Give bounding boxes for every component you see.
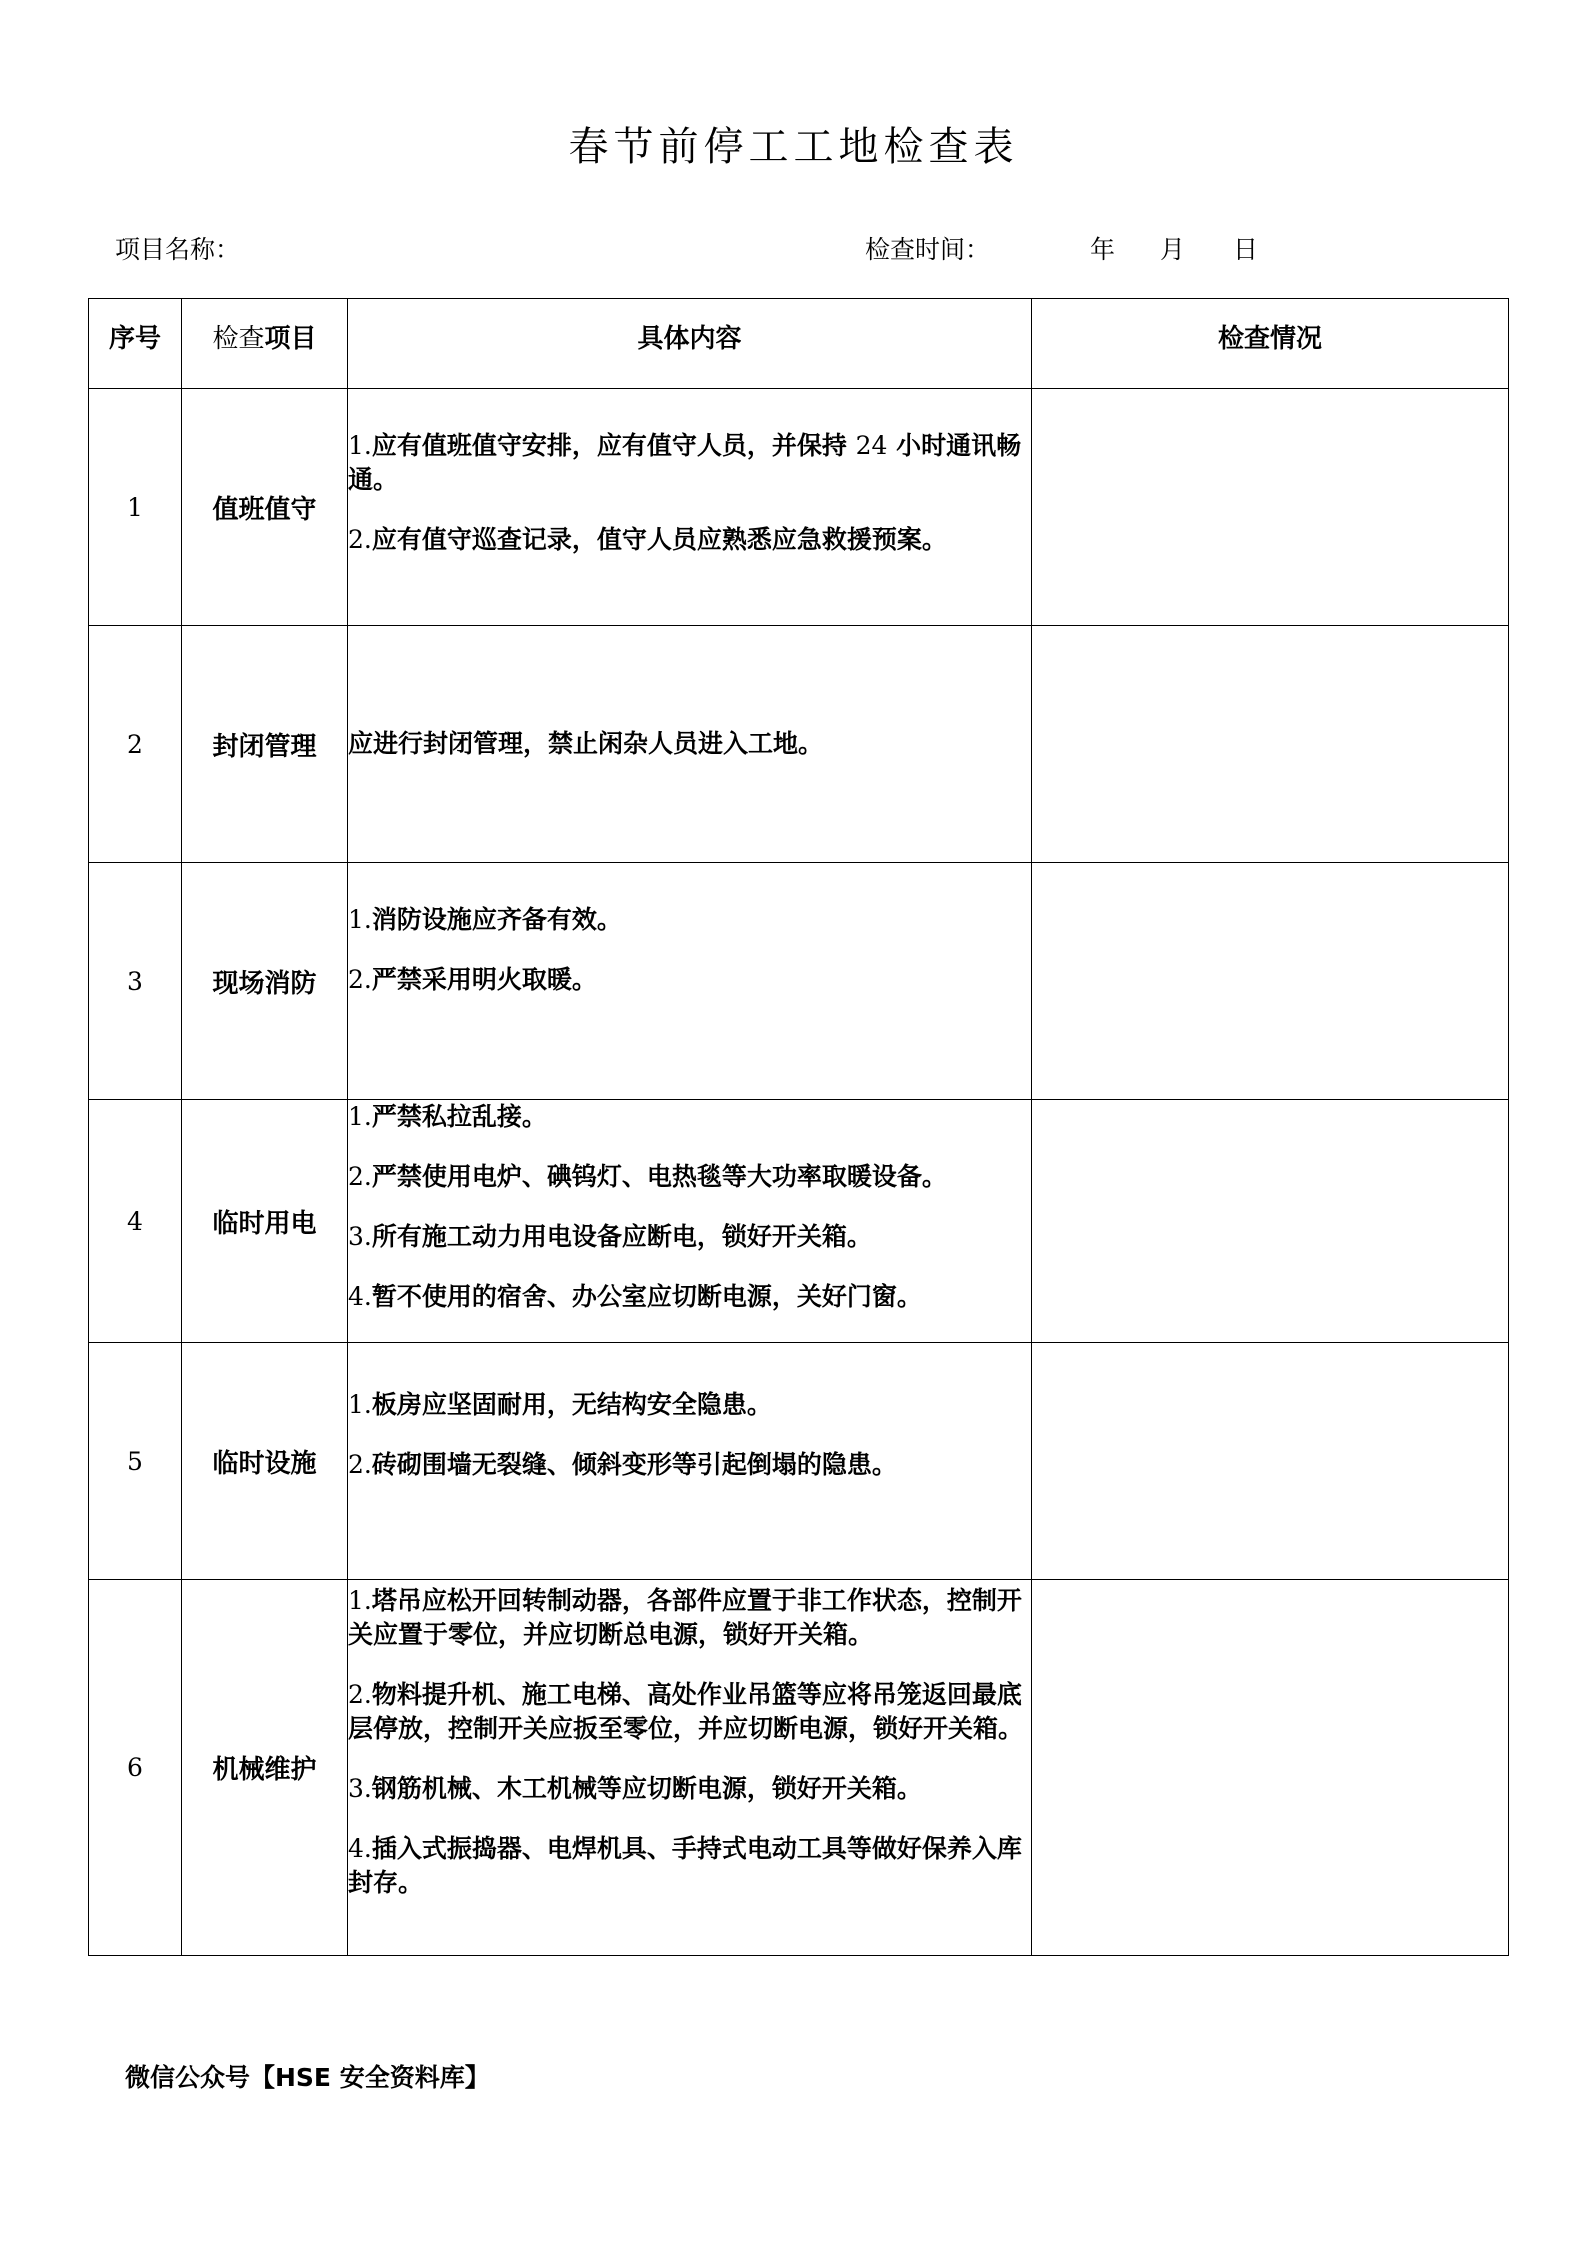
content-line: 1.严禁私拉乱接。 <box>348 1102 547 1131</box>
row-item: 机械维护 <box>182 1580 348 1956</box>
row-item: 现场消防 <box>182 863 348 1100</box>
header-status: 检查情况 <box>1032 299 1509 389</box>
content-line: 应进行封闭管理，禁止闲杂人员进入工地。 <box>348 729 824 758</box>
row-content <box>348 626 1032 863</box>
row-content <box>348 389 1032 626</box>
row-item: 封闭管理 <box>182 626 348 863</box>
row-number: 6 <box>89 1580 182 1956</box>
row-content <box>348 863 1032 1100</box>
table-header-row <box>89 299 1509 389</box>
content-line: 4.暂不使用的宿舍、办公室应切断电源，关好门窗。 <box>348 1282 922 1311</box>
date-year-label: 年 <box>1090 235 1116 264</box>
content-line: 2.严禁使用电炉、碘钨灯、电热毯等大功率取暖设备。 <box>348 1162 947 1191</box>
row-status-cell[interactable] <box>1032 1100 1509 1343</box>
header-content: 具体内容 <box>348 299 1032 389</box>
content-line: 2.砖砌围墙无裂缝、倾斜变形等引起倒塌的隐患。 <box>348 1450 897 1479</box>
header-item <box>182 299 348 389</box>
row-status-cell[interactable] <box>1032 389 1509 626</box>
row-item: 临时用电 <box>182 1100 348 1343</box>
row-number: 1 <box>89 389 182 626</box>
header-no: 序号 <box>89 299 182 389</box>
header-item-light: 检查 <box>212 324 265 354</box>
content-line: 4.插入式振捣器、电焊机具、手持式电动工具等做好保养入库封存。 <box>348 1834 1022 1897</box>
table-row <box>89 626 1509 863</box>
header-item-bold: 项目 <box>264 324 317 354</box>
row-number: 4 <box>89 1100 182 1343</box>
inspection-table <box>88 298 1509 1956</box>
content-line: 1.塔吊应松开回转制动器，各部件应置于非工作状态，控制开关应置于零位，并应切断总电源，锁好开关箱。 <box>348 1586 1022 1649</box>
footer-source: 微信公众号【HSE 安全资料库】 <box>125 2063 490 2092</box>
table-row <box>89 389 1509 626</box>
content-line: 2.物料提升机、施工电梯、高处作业吊篮等应将吊笼返回最底层停放，控制开关应扳至零位，并应切断电源，锁好开关箱。 <box>348 1680 1024 1743</box>
row-number: 5 <box>89 1343 182 1580</box>
page-title: 春节前停工工地检查表 <box>568 124 1019 170</box>
table-row <box>89 1343 1509 1580</box>
table-row <box>89 1580 1509 1956</box>
row-item: 临时设施 <box>182 1343 348 1580</box>
content-line: 1.应有值班值守安排，应有值守人员，并保持 24 小时通讯畅通。 <box>348 431 1022 494</box>
date-month-label: 月 <box>1160 235 1186 264</box>
content-line: 3.所有施工动力用电设备应断电，锁好开关箱。 <box>348 1222 872 1251</box>
content-line: 3.钢筋机械、木工机械等应切断电源，锁好开关箱。 <box>348 1774 922 1803</box>
row-content <box>348 1580 1032 1956</box>
content-line: 2.应有值守巡查记录，值守人员应熟悉应急救援预案。 <box>348 525 947 554</box>
content-line: 2.严禁采用明火取暖。 <box>348 965 597 994</box>
row-status-cell[interactable] <box>1032 1343 1509 1580</box>
row-content <box>348 1100 1032 1343</box>
content-line: 1.消防设施应齐备有效。 <box>348 905 622 934</box>
row-status-cell[interactable] <box>1032 1580 1509 1956</box>
row-status-cell[interactable] <box>1032 863 1509 1100</box>
row-content <box>348 1343 1032 1580</box>
row-number: 2 <box>89 626 182 863</box>
date-day-label: 日 <box>1233 235 1259 264</box>
row-status-cell[interactable] <box>1032 626 1509 863</box>
row-number: 3 <box>89 863 182 1100</box>
check-time-label: 检查时间： <box>865 235 991 264</box>
row-item: 值班值守 <box>182 389 348 626</box>
project-name-label: 项目名称： <box>115 235 241 264</box>
content-line: 1.板房应坚固耐用，无结构安全隐患。 <box>348 1390 772 1419</box>
table-row <box>89 1100 1509 1343</box>
table-row <box>89 863 1509 1100</box>
